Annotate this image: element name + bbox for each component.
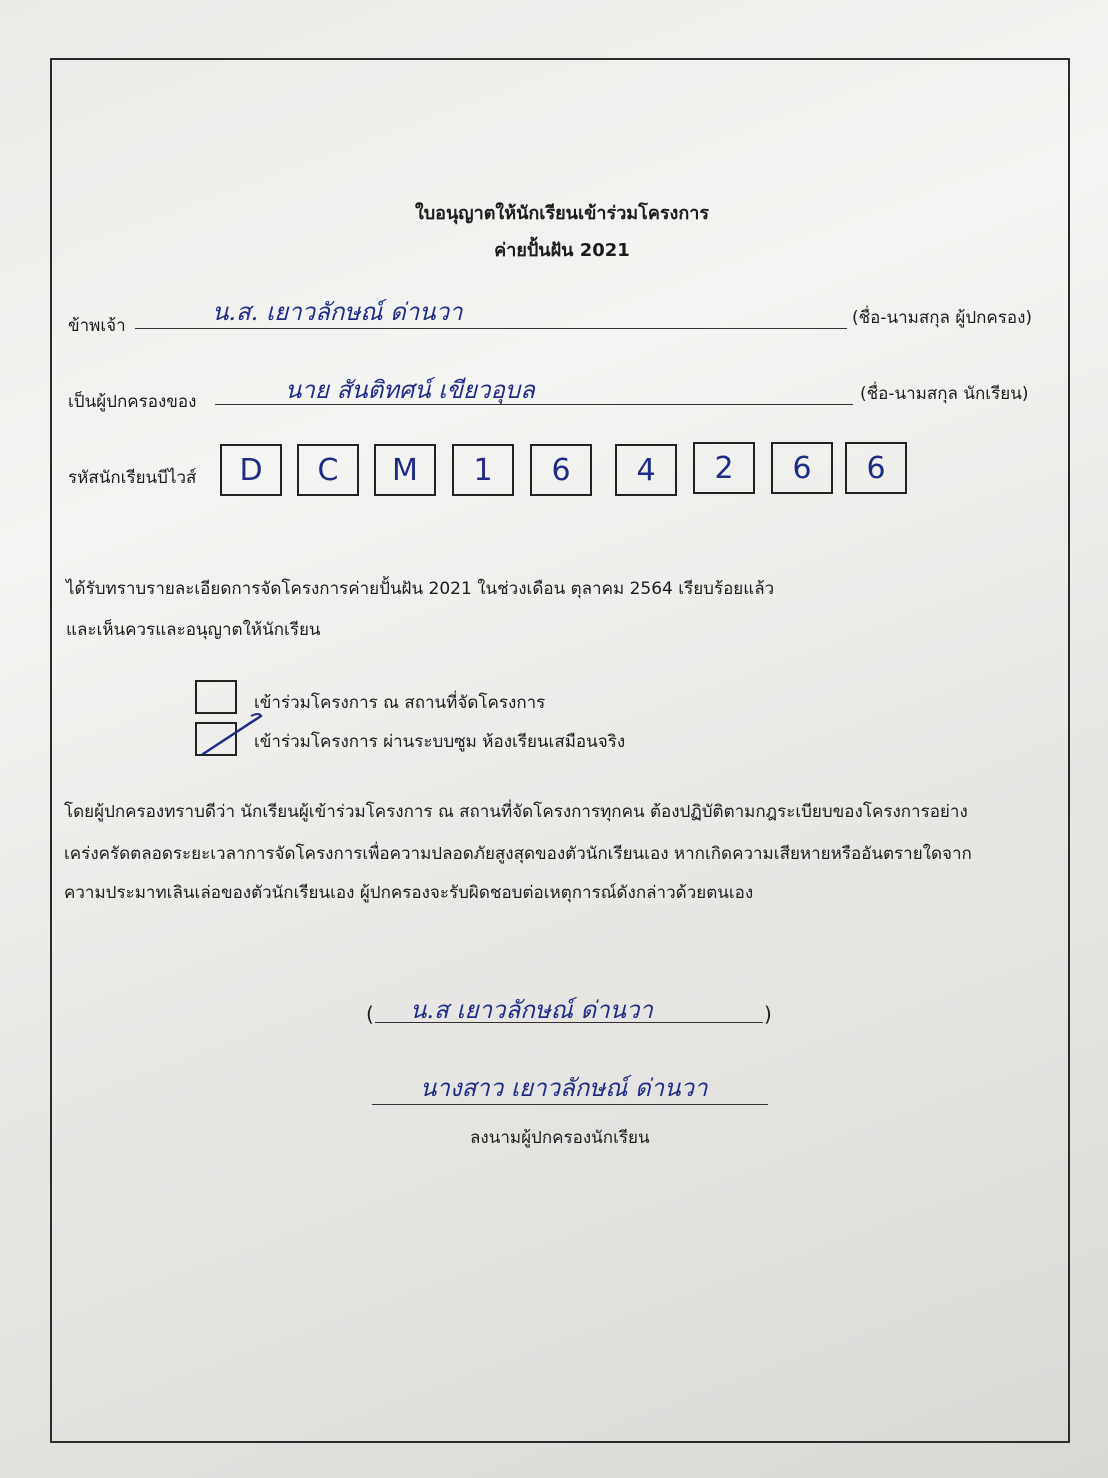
student-suffix: (ชื่อ-นามสกุล นักเรียน) bbox=[860, 384, 1029, 404]
student-name-handwritten: นาย สันติทศน์ เขียวอุบล bbox=[285, 376, 535, 404]
guardian-suffix: (ชื่อ-นามสกุล ผู้ปกครอง) bbox=[852, 308, 1033, 328]
terms-line-3: ความประมาทเลินเล่อของตัวนักเรียนเอง ผู้ปกครองจะรับผิดชอบต่อเหตุการณ์ดังกล่าวด้วยตนเอง bbox=[64, 883, 754, 903]
signature-open-paren: ( bbox=[366, 1002, 374, 1026]
student-id-label: รหัสนักเรียนบีไวส์ bbox=[68, 468, 197, 488]
signature-close-paren: ) bbox=[764, 1002, 772, 1026]
guardian-label: ข้าพเจ้า bbox=[68, 316, 126, 336]
onsite-option-label: เข้าร่วมโครงการ ณ สถานที่จัดโครงการ bbox=[254, 693, 546, 713]
acknowledgement-line-2: และเห็นควรและอนุญาตให้นักเรียน bbox=[66, 620, 321, 640]
zoom-option-label: เข้าร่วมโครงการ ผ่านระบบซูม ห้องเรียนเสมือนจริง bbox=[254, 732, 626, 752]
signature-handwritten: น.ส เยาวลักษณ์ ด่านวา bbox=[410, 996, 653, 1024]
student-label: เป็นผู้ปกครองของ bbox=[68, 392, 197, 412]
guardian-name-handwritten: น.ส. เยาวลักษณ์ ด่านวา bbox=[212, 298, 463, 326]
student-id-box: M bbox=[374, 444, 436, 496]
printed-name-underline bbox=[372, 1104, 768, 1105]
form-subtitle: ค่ายปั้นฝัน 2021 bbox=[494, 240, 630, 261]
signature-caption: ลงนามผู้ปกครองนักเรียน bbox=[470, 1128, 650, 1148]
terms-line-2: เคร่งครัดตลอดระยะเวลาการจัดโครงการเพื่อความปลอดภัยสูงสุดของตัวนักเรียนเอง หากเกิดความเสียหายหรืออันตรายใดจาก bbox=[64, 844, 972, 864]
student-id-box: 1 bbox=[452, 444, 514, 496]
form-title: ใบอนุญาตให้นักเรียนเข้าร่วมโครงการ bbox=[414, 203, 710, 224]
student-id-box: 2 bbox=[693, 442, 755, 494]
zoom-checkbox[interactable] bbox=[195, 722, 237, 756]
acknowledgement-line-1: ได้รับทราบรายละเอียดการจัดโครงการค่ายปั้นฝัน 2021 ในช่วงเดือน ตุลาคม 2564 เรียบร้อยแล้ว bbox=[66, 579, 775, 599]
student-id-box: D bbox=[220, 444, 282, 496]
student-id-box: 4 bbox=[615, 444, 677, 496]
student-id-box: 6 bbox=[845, 442, 907, 494]
student-id-box: 6 bbox=[530, 444, 592, 496]
terms-line-1: โดยผู้ปกครองทราบดีว่า นักเรียนผู้เข้าร่วมโครงการ ณ สถานที่จัดโครงการทุกคน ต้องปฏิบัติตามกฎระเบียบของโครงการอย่าง bbox=[64, 802, 968, 822]
student-id-box: C bbox=[297, 444, 359, 496]
onsite-checkbox[interactable] bbox=[195, 680, 237, 714]
student-id-box: 6 bbox=[771, 442, 833, 494]
printed-name-handwritten: นางสาว เยาวลักษณ์ ด่านวา bbox=[420, 1074, 708, 1102]
